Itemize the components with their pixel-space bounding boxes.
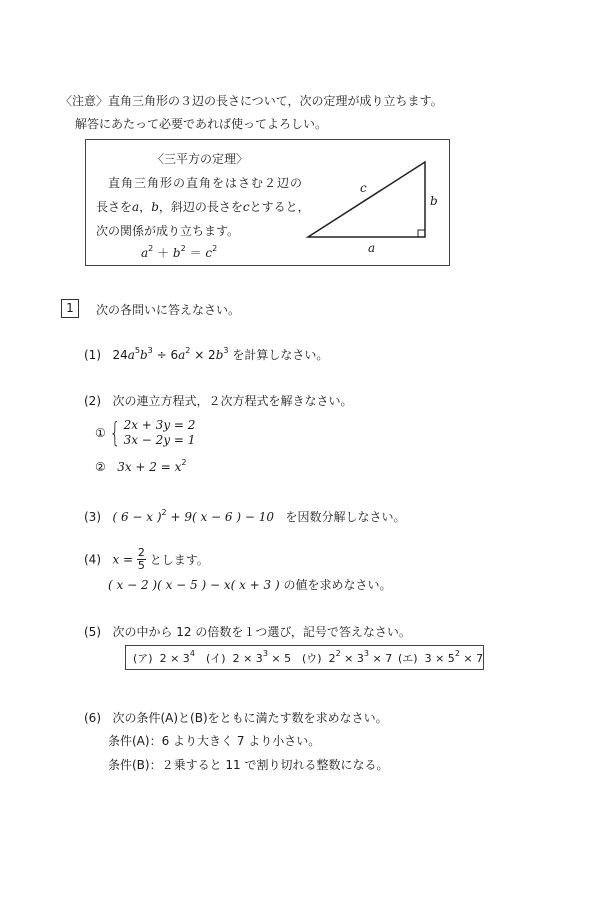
var-b: b <box>172 246 181 260</box>
notice-line-1: 〈注意〉直角三角形の３辺の長さについて，次の定理が成り立ちます。 <box>60 94 443 108</box>
choice-expr: 2 × 3 <box>232 652 263 665</box>
choice-expr: × 3 <box>340 652 364 665</box>
exponent: 3 <box>363 649 369 658</box>
question-label: (4) <box>84 552 101 567</box>
exponent: 5 <box>134 346 140 355</box>
text: ， <box>139 200 152 214</box>
right-triangle-diagram <box>0 0 600 300</box>
question-text: 次の連立方程式，２次方程式を解きなさい。 <box>112 394 353 408</box>
theorem-line-3: 次の関係が成り立ちます。 <box>96 224 240 238</box>
choice-mark: (イ) <box>206 652 226 665</box>
var-b: b <box>151 200 159 214</box>
question-label: (6) <box>84 711 101 725</box>
lhs: x = <box>112 552 134 567</box>
label-base: a <box>368 241 376 255</box>
var-c: c <box>242 200 250 214</box>
sub-marker-2: ② <box>95 460 106 474</box>
question-label: (2) <box>84 394 101 408</box>
exponent: 2 <box>181 458 187 467</box>
brace-icon: { <box>109 416 121 449</box>
choice-mark: (ウ) <box>302 652 322 665</box>
right-angle-marker <box>418 230 425 237</box>
denominator: 5 <box>137 559 145 572</box>
var: b <box>139 348 148 362</box>
question-5 <box>84 623 411 640</box>
var-a: a <box>141 246 149 260</box>
question-text: を因数分解しなさい。 <box>285 510 406 524</box>
fraction <box>137 547 146 572</box>
theorem-line-1: 直角三角形の直角をはさむ２辺の <box>108 176 304 190</box>
simultaneous-equations <box>95 418 195 448</box>
question-label: (1) <box>84 348 101 362</box>
condition-b: 条件(B)：２乗すると 11 で割り切れる整数になる。 <box>108 758 389 772</box>
exponent: 3 <box>223 346 229 355</box>
plus: ＋ <box>157 246 170 260</box>
theorem-title: 〈三平方の定理〉 <box>152 152 249 166</box>
text: × 2 <box>194 348 216 362</box>
label-hypotenuse: c <box>360 181 367 195</box>
exponent: 2 <box>161 508 167 517</box>
var: a <box>178 348 186 362</box>
equals: ＝ <box>189 246 202 260</box>
text: 長さを <box>96 200 133 214</box>
choice-expr: × 5 <box>267 652 292 665</box>
section-title: 次の各問いに答えなさい。 <box>96 303 241 317</box>
choice-c[interactable] <box>302 650 392 666</box>
exponent: 2 <box>148 244 154 253</box>
exponent: 3 <box>147 346 153 355</box>
choice-expr: 2 <box>328 652 336 665</box>
question-4 <box>84 547 209 572</box>
numerator: 2 <box>137 546 145 559</box>
question-4-expression <box>108 576 392 593</box>
question-text: とします。 <box>149 553 209 567</box>
text: ÷ 6 <box>156 348 179 362</box>
question-label: (5) <box>84 625 101 639</box>
question-text: 次の条件(A)と(B)をともに満たす数を求めなさい。 <box>112 711 388 725</box>
expression: ( x − 2 )( x − 5 ) − x( x + 3 ) <box>108 578 280 592</box>
text: 24 <box>112 348 128 362</box>
question-text: の値を求めなさい。 <box>283 578 392 592</box>
exponent: 2 <box>212 244 218 253</box>
equation-2: 3x − 2y = 1 <box>123 433 196 447</box>
question-text: 次の中から 12 の倍数を１つ選び，記号で答えなさい。 <box>112 625 411 639</box>
text: ，斜辺の長さを <box>158 200 243 214</box>
question-1 <box>84 346 328 363</box>
question-3 <box>84 508 405 525</box>
quadratic-equation <box>95 460 186 474</box>
triangle-shape <box>308 162 425 237</box>
text: とすると， <box>249 200 310 214</box>
exponent: 4 <box>189 649 195 658</box>
choice-expr: 2 × 3 <box>159 652 190 665</box>
choice-mark: (ア) <box>133 652 153 665</box>
choice-expr: × 7 <box>459 652 484 665</box>
question-2 <box>84 392 352 409</box>
section-number: 1 <box>61 299 79 318</box>
choice-expr: × 7 <box>369 652 393 665</box>
text: を計算しなさい。 <box>232 348 329 362</box>
expression: ( 6 − x ) <box>112 510 162 524</box>
choice-d[interactable] <box>398 650 483 666</box>
exponent: 2 <box>180 244 186 253</box>
question-6 <box>84 709 388 726</box>
exponent: 2 <box>454 649 460 658</box>
choice-b[interactable] <box>206 650 291 666</box>
sub-marker-1: ① <box>95 426 106 440</box>
var-c: c <box>205 246 213 260</box>
var: b <box>215 348 224 362</box>
choice-mark: (エ) <box>398 652 418 665</box>
choice-a[interactable] <box>133 650 195 666</box>
exponent: 2 <box>185 346 191 355</box>
equation-3: 3x + 2 = x <box>117 460 182 474</box>
choice-expr: 3 × 5 <box>424 652 455 665</box>
condition-a: 条件(A)：6 より大きく 7 より小さい。 <box>108 734 321 748</box>
exponent: 3 <box>262 649 268 658</box>
var: a <box>127 348 135 362</box>
exponent: 2 <box>335 649 341 658</box>
equation-1: 2x + 3y = 2 <box>123 418 196 432</box>
question-label: (3) <box>84 510 101 524</box>
expression: + 9( x − 6 ) − 10 <box>170 510 274 524</box>
notice-line-2: 解答にあたって必要であれば使ってよろしい。 <box>75 117 328 131</box>
var-a: a <box>132 200 140 214</box>
label-vertical: b <box>430 194 438 208</box>
